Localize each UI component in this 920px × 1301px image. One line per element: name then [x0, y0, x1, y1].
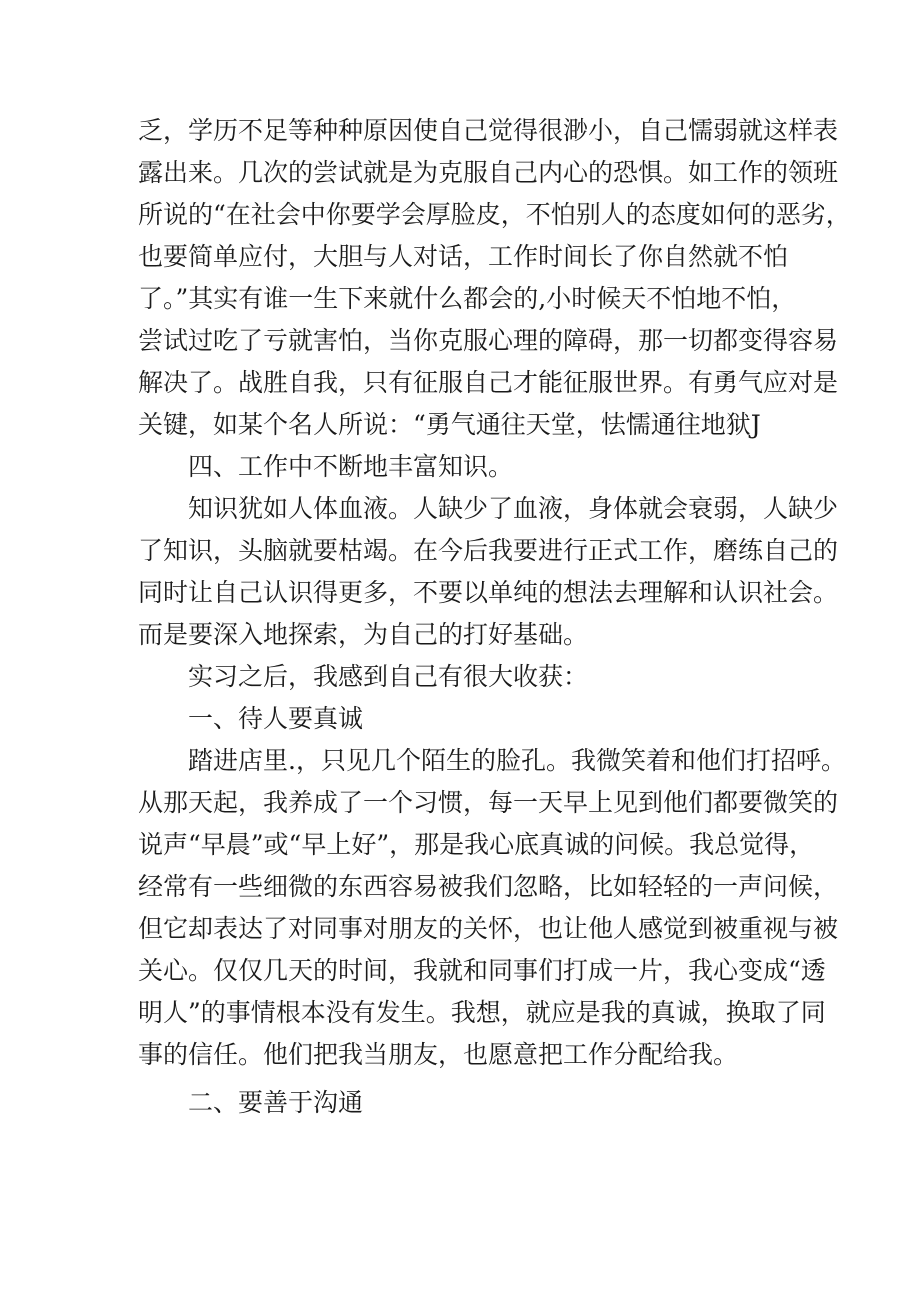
- text-line: 所说的“在社会中你要学会厚脸皮，不怕别人的态度如何的恶劣，: [138, 200, 851, 229]
- text-line: 了知识，头脑就要枯竭。在今后我要进行正式工作，磨练自己的: [138, 536, 839, 565]
- section-heading: 四、工作中不断地丰富知识。: [188, 452, 514, 481]
- text-line: 关键，如某个名人所说：“勇气通往天堂，怯懦通往地狱J: [138, 410, 761, 439]
- text-line: 关心。仅仅几天的时间，我就和同事们打成一片，我心变成“透: [138, 956, 826, 985]
- text-line: 但它却表达了对同事对朋友的关怀，也让他人感觉到被重视与被: [138, 914, 839, 943]
- document-body: [138, 110, 851, 1124]
- text-line: 也要简单应付，大胆与人对话，工作时间长了你自然就不怕: [138, 242, 789, 271]
- section-heading: 一、待人要真诚: [188, 704, 364, 733]
- text-line: 事的信任。他们把我当朋友，也愿意把工作分配给我。: [138, 1040, 739, 1069]
- text-line: 而是要深入地探索，为自己的打好基础。: [138, 620, 589, 649]
- section-heading: 二、要善于沟通: [188, 1088, 364, 1117]
- text-line: 实习之后，我感到自己有很大收获：: [188, 662, 589, 691]
- text-line: 尝试过吃了亏就害怕，当你克服心理的障碍，那一切都变得容易: [138, 326, 839, 355]
- text-line: 说声“早晨”或“早上好”，那是我心底真诚的问候。我总觉得，: [138, 830, 815, 859]
- text-line: 知识犹如人体血液。人缺少了血液，身体就会衰弱，人缺少: [188, 494, 839, 523]
- text-line: 明人”的事情根本没有发生。我想，就应是我的真诚，换取了同: [138, 998, 826, 1027]
- text-line: 从那天起，我养成了一个习惯，每一天早上见到他们都要微笑的: [138, 788, 839, 817]
- text-line: 乏，学历不足等种种原因使自己觉得很渺小，自己懦弱就这样表: [138, 116, 839, 145]
- text-line: 踏进店里.，只见几个陌生的脸孔。我微笑着和他们打招呼。: [188, 746, 846, 775]
- text-line: 了。”其实有谁一生下来就什么都会的,小时候天不怕地不怕，: [138, 284, 797, 313]
- text-line: 同时让自己认识得更多，不要以单纯的想法去理解和认识社会。: [138, 578, 839, 607]
- text-line: 露出来。几次的尝试就是为克服自己内心的恐惧。如工作的领班: [138, 158, 839, 187]
- text-line: 经常有一些细微的东西容易被我们忽略，比如轻轻的一声问候，: [138, 872, 839, 901]
- text-line: 解决了。战胜自我，只有征服自己才能征服世界。有勇气应对是: [138, 368, 839, 397]
